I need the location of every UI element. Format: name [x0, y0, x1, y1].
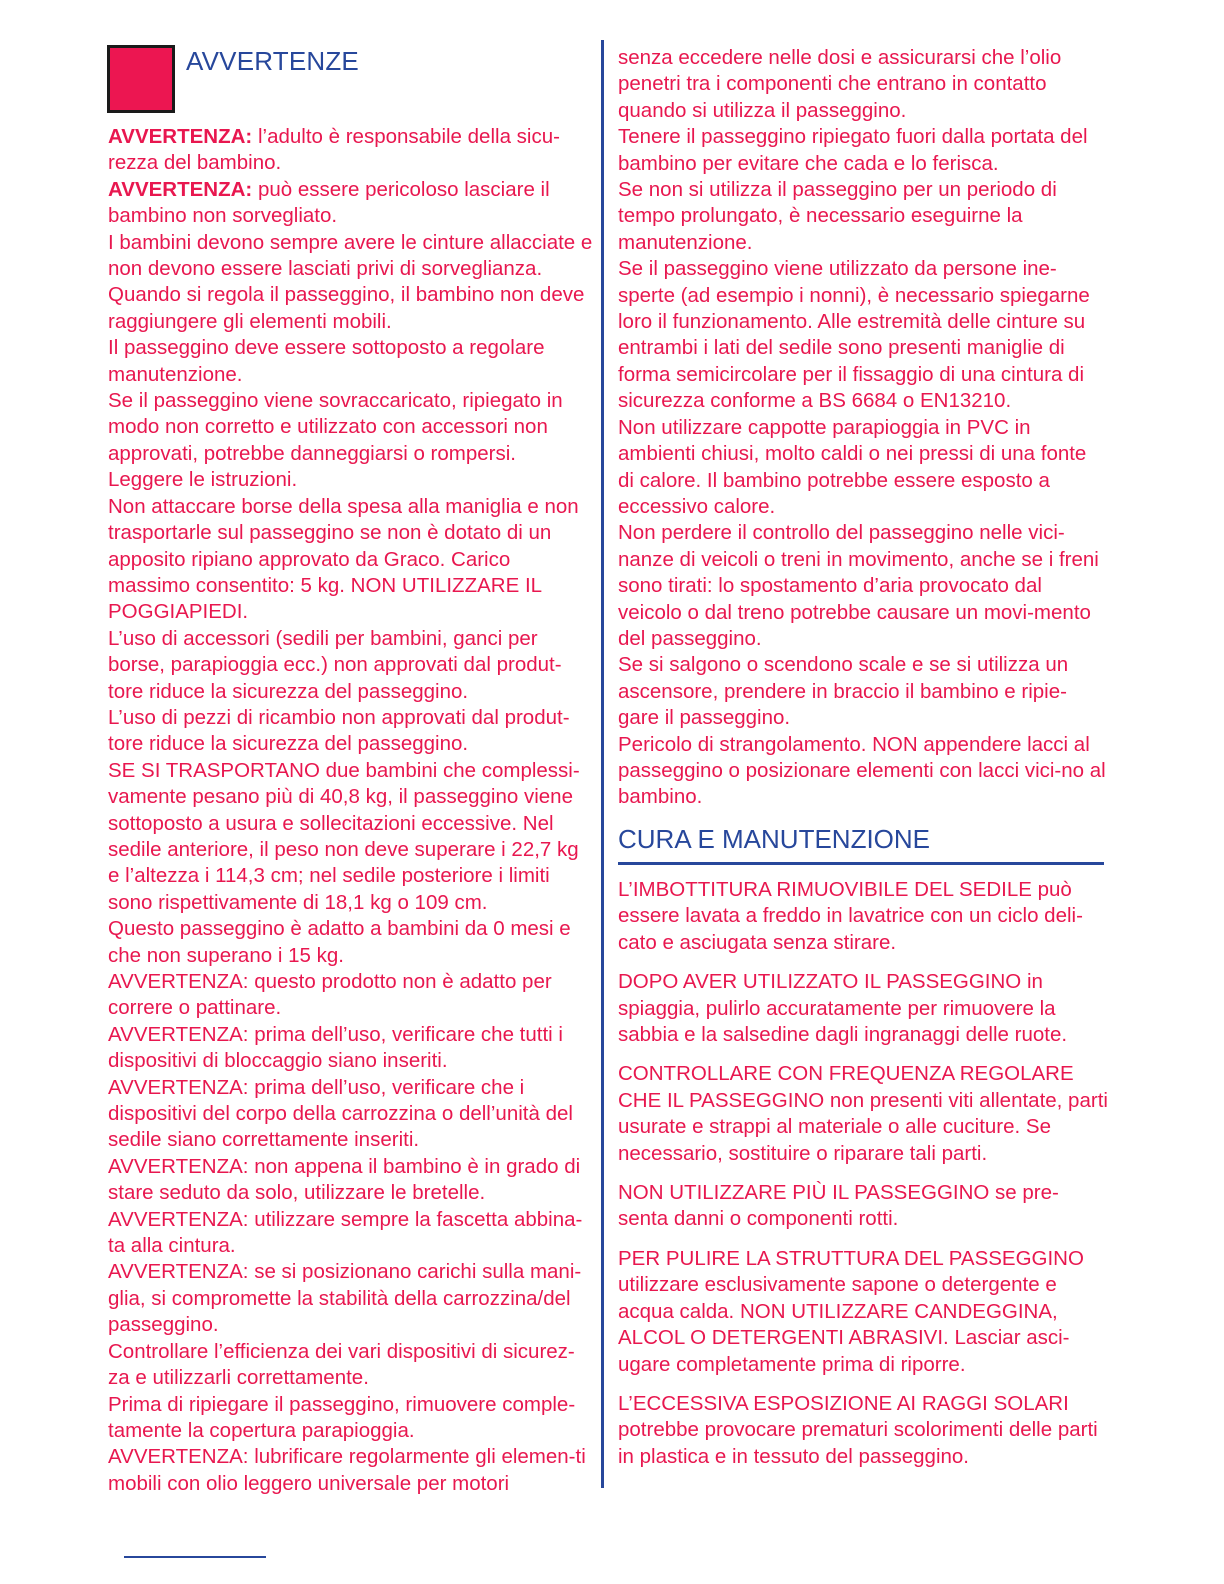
paragraph: CONTROLLARE CON FREQUENZA REGOLARE CHE IL PASSEGGINO non presenti viti allentate, parti usurate e strappi al materiale o alle cuciture. Se necessario, sostituire o riparare tali parti. [618, 1062, 1108, 1165]
paragraph: Se il passeggino viene utilizzato da persone ine-sperte (ad esempio i nonni), è necessario spiegarne loro il funzionamento. Alle estremità delle cinture su entrambi i lati del sedile sono presenti maniglie di forma semicircolare per il fissaggio di una cintura di sicurezza conforme a BS 6684 o EN13210. [618, 257, 1090, 413]
paragraph: Leggere le istruzioni. [108, 468, 298, 492]
paragraph: senza eccedere nelle dosi e assicurarsi che l’olio penetri tra i componenti che entrano in contatto quando si utilizza il passeggino. [618, 46, 1062, 122]
paragraph: AVVERTENZA: prima dell’uso, verificare che i dispositivi del corpo della carrozzina o dell’unità del sedile siano correttamente inseriti. [108, 1075, 573, 1152]
section-color-block [107, 45, 175, 113]
paragraph: PER PULIRE LA STRUTTURA DEL PASSEGGINO utilizzare esclusivamente sapone o detergente e acqua calda. NON UTILIZZARE CANDEGGINA, ALCOL O DETERGENTI ABRASIVI. Lasciar asci-ugare completamente prima di riporre. [618, 1246, 1084, 1376]
paragraph: Non perdere il controllo del passeggino nelle vici-nanze di veicoli o treni in movimento, anche se i freni sono tirati: lo spostamento d’aria provocato dal veicolo o dal treno potrebbe causare un movi-mento del passeggino. [618, 521, 1099, 650]
paragraph: Pericolo di strangolamento. NON appendere lacci al passeggino o posizionare elementi con lacci vici-no al bambino. [618, 732, 1106, 809]
paragraph: AVVERTENZA: non appena il bambino è in grado di stare seduto da solo, utilizzare le bretelle. [108, 1154, 581, 1205]
paragraph: L’ECCESSIVA ESPOSIZIONE AI RAGGI SOLARI potrebbe provocare prematuri scolorimenti delle parti in plastica e in tessuto del passeggino. [618, 1391, 1098, 1468]
paragraph: L’IMBOTTITURA RIMUOVIBILE DEL SEDILE può essere lavata a freddo in lavatrice con un ciclo deli-cato e asciugata senza stirare. [618, 878, 1083, 954]
paragraph: I bambini devono sempre avere le cinture allacciate e non devono essere lasciati privi di sorveglianza. [108, 230, 593, 281]
paragraph: NON UTILIZZARE PIÙ IL PASSEGGINO se pre-senta danni o componenti rotti. [618, 1181, 1059, 1231]
paragraph: L’uso di pezzi di ricambio non approvati dal produt-tore riduce la sicurezza del passeggino. [108, 705, 570, 756]
paragraph: Prima di ripiegare il passeggino, rimuovere comple-tamente la copertura parapioggia. [108, 1392, 576, 1442]
paragraph: L’uso di accessori (sedili per bambini, ganci per borse, parapioggia ecc.) non approvati dal produt-tore riduce la sicurezza del passeggino. [108, 626, 562, 703]
paragraph: AVVERTENZA: l’adulto è responsabile della sicu-rezza del bambino. [108, 125, 560, 175]
warnings-column-right [618, 45, 1106, 811]
paragraph: Controllare l’efficienza dei vari dispositivi di sicurez-za e utilizzarli correttamente. [108, 1339, 575, 1390]
paragraph: Quando si regola il passeggino, il bambino non deve raggiungere gli elementi mobili. [108, 283, 585, 333]
paragraph: AVVERTENZA: questo prodotto non è adatto per correre o pattinare. [108, 970, 552, 1020]
paragraph: Non utilizzare cappotte parapioggia in PVC in ambienti chiusi, molto caldi o nei pressi di una fonte di calore. Il bambino potrebbe essere esposto a eccessivo calore. [618, 415, 1087, 518]
paragraph: Non attaccare borse della spesa alla maniglia e non trasportarle sul passeggino se non è dotato di un apposito ripiano approvato da Graco. Carico massimo consentito: 5 kg. NON UTILIZZARE IL POGGIAPIEDI. [108, 494, 579, 624]
paragraph: Se si salgono o scendono scale e se si utilizza un ascensore, prendere in braccio il bambino e ripie-gare il passeggino. [618, 653, 1069, 730]
paragraph: AVVERTENZA: lubrificare regolarmente gli elemen-ti mobili con olio leggero universale per motori [108, 1445, 586, 1495]
paragraph: AVVERTENZA: se si posizionano carichi sulla mani-glia, si compromette la stabilità della carrozzina/del passeggino. [108, 1260, 582, 1337]
paragraph: Se non si utilizza il passeggino per un periodo di tempo prolungato, è necessario eseguirne la manutenzione. [618, 178, 1057, 254]
paragraph: AVVERTENZA: può essere pericoloso lasciare il bambino non sorvegliato. [108, 177, 550, 228]
paragraph: Se il passeggino viene sovraccaricato, ripiegato in modo non corretto e utilizzato con accessori non approvati, potrebbe danneggiarsi o rompersi. [108, 389, 563, 465]
heading-rule [618, 862, 1104, 865]
paragraph: AVVERTENZA: utilizzare sempre la fascetta abbina-ta alla cintura. [108, 1207, 583, 1258]
paragraph: Il passeggino deve essere sottoposto a regolare manutenzione. [108, 336, 545, 386]
footer-rule [124, 1556, 266, 1558]
paragraph: SE SI TRASPORTANO due bambini che complessi-vamente pesano più di 40,8 kg, il passeggino viene sottoposto a usura e sollecitazioni eccessive. Nel sedile anteriore, il peso non deve superare i 22,7 kg e l’altezza i 114,3 cm; nel sedile posteriore i limiti sono rispettivamente di 18,1 kg o 109 cm. [108, 758, 580, 914]
paragraph: AVVERTENZA: prima dell’uso, verificare che tutti i dispositivi di bloccaggio siano inseriti. [108, 1022, 563, 1073]
warnings-column-left [108, 124, 593, 1497]
paragraph: Tenere il passeggino ripiegato fuori dalla portata del bambino per evitare che cada e lo ferisca. [618, 125, 1088, 175]
warnings-heading: AVVERTENZE [186, 46, 359, 76]
care-heading: CURA E MANUTENZIONE [618, 824, 931, 854]
column-divider [601, 40, 604, 1488]
paragraph: DOPO AVER UTILIZZATO IL PASSEGGINO in spiaggia, pulirlo accuratamente per rimuovere la sabbia e la salsedine dagli ingranaggi delle ruote. [618, 970, 1068, 1047]
care-section [618, 877, 1108, 1483]
paragraph: Questo passeggino è adatto a bambini da 0 mesi e che non superano i 15 kg. [108, 917, 571, 967]
